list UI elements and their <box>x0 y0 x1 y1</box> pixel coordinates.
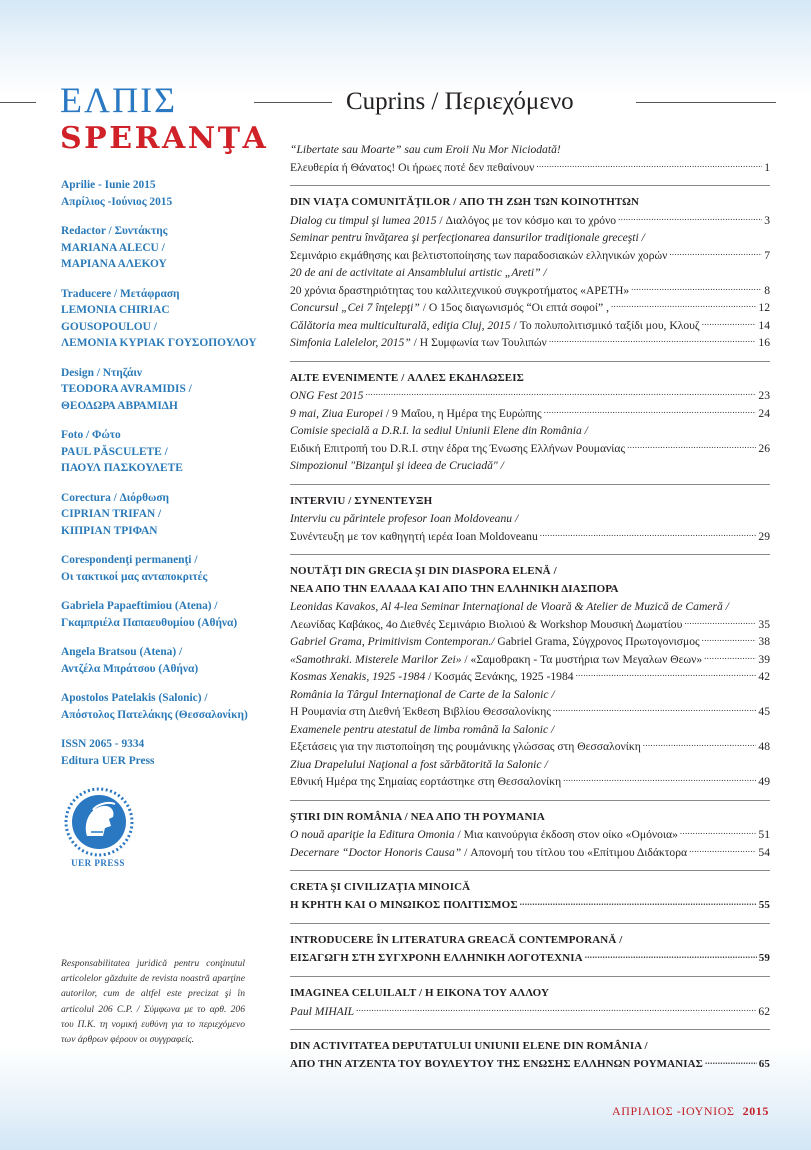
entry-title-ro: Gabriel Grama, Primitivism Contemporan./ <box>290 635 495 648</box>
entry-title-ro: Simfonia Lalelelor, 2015” <box>290 336 411 349</box>
dot-leader <box>356 1003 756 1021</box>
credit-role: ISSN 2065 - 9334 <box>61 738 145 750</box>
page-number: 38 <box>758 635 770 648</box>
toc-section <box>290 879 770 914</box>
credit-name: LEMONIA CHIRIAC GOUSOPOULOU / <box>61 304 170 333</box>
credit-name: TEODORA AVRAMIDIS / <box>61 383 192 395</box>
toc-section <box>290 493 770 546</box>
masthead-title-romanian: SPERANŢA <box>60 121 269 156</box>
entry-title-gr: Συνέντευξη με τον καθηγητή ιερέα Ioan Moldoveanu <box>290 529 538 543</box>
toc-section <box>290 563 770 791</box>
credit-role: Foto / Φώτο <box>61 429 121 441</box>
toc-section <box>290 141 770 176</box>
section-divider <box>290 870 770 871</box>
page-number: 42 <box>758 670 770 683</box>
credit-name: Editura UER Press <box>61 754 155 767</box>
credit-name: CIPRIAN TRIFAN / <box>61 508 162 520</box>
entry-title-gr: / Η Συμφωνία των Τουλιπών <box>410 336 547 349</box>
section-heading: ΑΠΟ ΤΗΝ ΑΤΖΕΝΤΑ ΤΟΥ ΒΟΥΛΕΥΤΟΥ ΤΗΣ ΕΝΩΣΗΣ ΕΛΛΗΝΩΝ ΡΟΥΜΑΝΙΑΣ <box>290 1057 703 1070</box>
entry-title-gr: Ελευθερία ή Θάνατος! Οι ήρωες ποτέ δεν πεθαίνουν <box>290 160 535 174</box>
page-number: 24 <box>758 406 770 420</box>
toc-entry <box>290 387 770 405</box>
credit-name: ΘΕΟΔΩΡΑ ΑΒΡΑΜΙΔΗ <box>61 399 178 412</box>
page-number: 8 <box>764 283 770 297</box>
section-divider <box>290 554 770 555</box>
entry-title-gr: Εθνική Ημέρα της Σημαίας εορτάστηκε στη Θεσσαλονίκη <box>290 775 562 788</box>
dot-leader <box>631 282 762 300</box>
issue-date-gr: Απρίλιος -Ιούνιος 2015 <box>61 195 173 208</box>
entry-title-ro: Dialog cu timpul şi lumea 2015 <box>290 213 437 227</box>
section-heading: NOUTĂŢI DIN GRECIA ŞI DIN DIASPORA ELENĂ / <box>290 565 557 577</box>
credit-role: Corectura / Διόρθωση <box>61 491 170 504</box>
credit-name: Γκαμπριέλα Παπαευθυμίου (Αθήνα) <box>61 616 238 629</box>
entry-title-ro: România la Târgul Internaţional de Carte de la Salonic / <box>290 687 555 701</box>
dot-leader <box>611 299 756 317</box>
toc-entry <box>290 405 770 423</box>
credit-role: Redactor / Συντάκτης <box>61 225 168 237</box>
page-number: 35 <box>758 617 770 631</box>
credit-name: Αντζέλα Μπράτσου (Αθήνα) <box>61 662 199 675</box>
credit-block <box>61 690 259 723</box>
page-number: 51 <box>758 828 770 841</box>
section-heading: CRETA ŞI CIVILIZAŢIA MINOICĂ <box>290 881 471 893</box>
toc-entry <box>290 686 770 704</box>
toc-section <box>290 1038 770 1073</box>
credit-block <box>61 490 259 540</box>
entry-title-gr: Σεμινάριο εκμάθησης και βελτιστοποίησης των παραδοσιακών ελληνικών χορών <box>290 248 668 262</box>
toc-entry <box>290 264 770 282</box>
section-heading: ΕΙΣΑΓΩΓΗ ΣΤΗ ΣΥΓΧΡΟΝΗ ΕΛΛΗΝΙΚΗ ΛΟΓΟΤΕΧΝΙΑ <box>290 951 583 964</box>
entry-title-gr: / Μια καινούργια έκδοση στον οίκο «Ομόνοια» <box>454 828 678 841</box>
dot-leader <box>702 317 757 335</box>
toc-section <box>290 985 770 1020</box>
toc-entry <box>290 422 770 440</box>
entry-title-gr: Ειδική Επιτροπή του D.R.I. στην έδρα της Ένωσης Ελλήνων Ρουμανίας <box>290 441 626 455</box>
entry-title-gr: / Διαλόγος με τον κόσμο και το χρόνο <box>436 213 617 227</box>
dot-leader <box>544 405 757 423</box>
credit-blocks <box>61 223 259 769</box>
dot-leader <box>684 616 756 634</box>
footer-label: ΑΠΡΙΛΙΟΣ -ΙΟΥΝΙΟΣ <box>612 1104 735 1118</box>
page-number: 14 <box>758 318 770 332</box>
entry-title-ro: Simpozionul "Bizanţul şi ideea de Cruciadă" / <box>290 459 504 472</box>
credit-block <box>61 365 259 415</box>
credit-name: ΜΑΡΙΑΝΑ ΑΛΕΚΟΥ <box>61 258 167 270</box>
section-heading: IMAGINEA CELUILALT / Η ΕΙΚΟΝΑ ΤΟΥ ΑΛΛΟΥ <box>290 987 550 999</box>
page-number: 23 <box>758 389 770 402</box>
dot-leader <box>643 738 757 756</box>
entry-title-ro: Examenele pentru atestatul de limba română la Salonic / <box>290 722 555 736</box>
issue-date-ro: Aprilie - Iunie 2015 <box>61 179 156 191</box>
page-title: Cuprins / Περιεχόμενο <box>346 88 574 115</box>
entry-title-ro: Comisie specială a D.R.I. la sediul Uniunii Elene din România / <box>290 424 588 437</box>
entry-title-gr: / 9 Μαΐου, η Ημέρα της Ευρώπης <box>382 406 542 420</box>
section-divider <box>290 185 770 186</box>
toc-entry <box>290 141 770 159</box>
page-number: 45 <box>758 705 770 718</box>
toc-entry <box>290 703 770 721</box>
entry-title-ro: “Libertate sau Moarte” sau cum Eroii Nu Mor Niciodată! <box>290 143 561 156</box>
entry-title-gr: / Το πολυπολιτισμικό ταξίδι μου, Κλουζ <box>510 318 700 332</box>
entry-title-ro: Kosmas Xenakis, 1925 -1984 <box>290 670 426 683</box>
dot-leader <box>563 773 756 791</box>
entry-title-ro: O nouă apariţie la Editura Omonia <box>290 828 455 841</box>
toc-entry <box>290 738 770 756</box>
toc-entry <box>290 721 770 739</box>
page-number: 55 <box>758 898 770 911</box>
entry-title-gr: / Απονομή του τίτλου του «Επίτιμου Διδάκτορα <box>461 845 688 859</box>
page-number: 54 <box>758 845 770 859</box>
toc-entry <box>290 299 770 317</box>
section-heading-entry <box>290 1056 770 1074</box>
credit-role: Apostolos Patelakis (Salonic) / <box>61 692 208 704</box>
dot-leader <box>704 651 756 669</box>
credit-role: Design / Ντηζάιν <box>61 366 143 379</box>
dot-leader <box>669 247 762 265</box>
entry-title-ro: Concursul „Cei 7 înţelepţi” <box>290 301 420 314</box>
toc-entry <box>290 440 770 458</box>
section-heading: INTRODUCERE ÎN LITERATURA GREACĂ CONTEMPORANĂ / <box>290 934 623 946</box>
page-number: 48 <box>758 740 770 753</box>
entry-title-ro: Paul MIHAIL <box>290 1004 355 1018</box>
footer-year: 2015 <box>742 1104 769 1118</box>
section-heading: ŞTIRI DIN ROMÂNIA / ΝΕΑ ΑΠΟ ΤΗ ΡΟΥΜΑΝΙΑ <box>290 810 545 823</box>
entry-title-gr: / Κοσμάς Ξενάκης, 1925 -1984 <box>425 670 574 683</box>
section-heading: ΝΕΑ ΑΠΟ ΤΗΝ ΕΛΛΑΔΑ ΚΑΙ ΑΠΟ ΤΗΝ ΕΛΛΗΝΙΚΗ ΔΙΑΣΠΟΡΑ <box>290 582 619 595</box>
uer-press-label: UER PRESS <box>71 858 125 868</box>
page-number: 29 <box>758 529 770 543</box>
dot-leader <box>705 1056 757 1074</box>
toc-entry <box>290 282 770 300</box>
dot-leader <box>553 703 757 721</box>
toc-entry <box>290 317 770 335</box>
dot-leader <box>540 528 757 546</box>
entry-title-ro: ONG Fest 2015 <box>290 389 364 402</box>
toc-entry <box>290 616 770 634</box>
toc-entry <box>290 633 770 651</box>
credit-role: Gabriela Papaeftimiou (Atena) / <box>61 600 218 612</box>
section-heading: Η ΚΡΗΤΗ ΚΑΙ Ο ΜΙΝΩΙΚΟΣ ΠΟΛΙΤΙΣΜΟΣ <box>290 898 518 911</box>
toc-entry <box>290 457 770 475</box>
page-number: 39 <box>758 652 770 666</box>
entry-title-gr: / «Σαμοθρακη - Τα μυστήρια των Μεγαλων Θεων» <box>461 652 703 666</box>
toc-entry <box>290 510 770 528</box>
credit-name: ΠΑΟΥΛ ΠΑΣΚΟΥΛΕΤΕ <box>61 462 183 474</box>
entry-title-ro: 9 mai, Ziua Europei <box>290 406 383 420</box>
legal-disclaimer: Responsabilitatea juridică pentru conţinutul articolelor găzduite de revista noastră aparţine autorilor, cum de altfel este precizat şi în articolul 206 C.P. / Σύμφωνα με το αρθ. 206 του Π.Κ. τη νομική ευθύνη για το περιεχόμενο των άρθρων φέρουν οι συγγραφείς. <box>61 958 245 1046</box>
credit-name: Απόστολος Πατελάκης (Θεσσαλονίκη) <box>61 708 248 721</box>
dot-leader <box>549 334 757 352</box>
toc-entry <box>290 212 770 230</box>
entry-title-ro: Interviu cu părintele profesor Ioan Moldoveanu / <box>290 512 519 525</box>
dot-leader <box>520 897 757 915</box>
page-number: 3 <box>764 213 770 227</box>
credit-block <box>61 223 259 273</box>
toc-entry <box>290 159 770 177</box>
section-heading-entry <box>290 950 770 968</box>
credit-role: Corespondenţi permanenţi / <box>61 554 198 566</box>
dot-leader <box>365 387 756 405</box>
entry-title-ro: Ziua Drapelului Naţional a fost sărbătorită la Salonic / <box>290 757 548 771</box>
section-divider <box>290 923 770 924</box>
entry-title-gr: 20 χρόνια δραστηριότητας του καλλιτεχνικού συγκροτήματος «ΑΡΕΤΗ» <box>290 283 630 297</box>
heading-rule-left <box>254 102 332 103</box>
credit-name: MARIANA ALECU / <box>61 241 165 254</box>
section-divider <box>290 484 770 485</box>
toc-entry <box>290 844 770 862</box>
footer-issue <box>612 1104 769 1119</box>
dot-leader <box>627 440 756 458</box>
uer-press-logo <box>63 786 135 862</box>
dot-leader <box>680 826 757 844</box>
credit-name: ΚΙΠΡΙΑΝ ΤΡΙΦΑΝ <box>61 524 158 537</box>
entry-title-gr: Εξετάσεις για την πιστοποίηση της ρουμάνικης γλώσσας στη Θεσσαλονίκη <box>290 740 641 753</box>
credit-block <box>61 427 259 477</box>
credit-block <box>61 736 259 769</box>
left-rule <box>0 102 36 103</box>
section-heading: INTERVIU / ΣΥΝΕΝΤΕΥΞΗ <box>290 494 433 507</box>
section-divider <box>290 361 770 362</box>
credit-block <box>61 598 259 631</box>
toc-entry <box>290 1003 770 1021</box>
heading-rule-right <box>636 102 776 103</box>
entry-title-ro: Leonidas Kavakos, Al 4-lea Seminar Internaţional de Vioară & Atelier de Muzică de Cameră / <box>290 600 729 613</box>
entry-title-gr: Gabriel Grama, Σύγχρονος Πρωτογονισμος <box>494 635 700 648</box>
section-divider <box>290 800 770 801</box>
page-number: 7 <box>764 248 770 262</box>
section-heading: DIN ACTIVITATEA DEPUTATULUI UNIUNII ELENE DIN ROMÂNIA / <box>290 1040 648 1052</box>
toc-entry <box>290 651 770 669</box>
toc-entry <box>290 528 770 546</box>
toc-entry <box>290 826 770 844</box>
toc-entry <box>290 229 770 247</box>
credit-role: Angela Bratsou (Atena) / <box>61 646 183 658</box>
toc-section <box>290 194 770 352</box>
section-heading: ALTE EVENIMENTE / ΑΛΛΕΣ ΕΚΔΗΛΩΣΕΙΣ <box>290 371 524 384</box>
toc-section <box>290 370 770 475</box>
dot-leader <box>536 159 762 177</box>
dot-leader <box>702 633 757 651</box>
section-heading: DIN VIAŢA COMUNITĂŢILOR / ΑΠΟ ΤΗ ΖΩΗ ΤΩΝ ΚΟΙΝΟΤΗΤΩΝ <box>290 196 640 208</box>
dot-leader <box>576 668 757 686</box>
section-divider <box>290 1029 770 1030</box>
table-of-contents <box>290 141 770 1082</box>
sidebar-credits <box>61 177 259 769</box>
page-number: 62 <box>758 1004 770 1018</box>
toc-entry <box>290 773 770 791</box>
section-divider <box>290 976 770 977</box>
credit-role: Traducere / Μετάφραση <box>61 287 180 300</box>
toc-entry <box>290 668 770 686</box>
entry-title-gr: / Ο 15ος διαγωνισμός “Οι επτά σοφοί” , <box>419 301 609 314</box>
dot-leader <box>585 950 757 968</box>
page-number: 59 <box>758 951 770 964</box>
credit-name: PAUL PĂSCULETE / <box>61 445 168 458</box>
page-number: 16 <box>758 336 770 349</box>
dot-leader <box>689 844 756 862</box>
toc-entry <box>290 756 770 774</box>
entry-title-ro: «Samothraki. Misterele Marilor Zei» <box>290 652 462 666</box>
page-number: 26 <box>758 441 770 455</box>
page-number: 1 <box>764 160 770 174</box>
toc-section <box>290 932 770 967</box>
entry-title-ro: Decernare “Doctor Honoris Causa” <box>290 845 462 859</box>
credit-name: Οι τακτικοί μας ανταποκριτές <box>61 570 208 583</box>
credit-name: ΛΕΜΟΝΙΑ ΚΥΡΙΑΚ ΓΟΥΣΟΠΟΥΛΟΥ <box>61 337 257 349</box>
dot-leader <box>618 212 762 230</box>
credit-block <box>61 286 259 352</box>
entry-title-gr: Η Ρουμανία στη Διεθνή Έκθεση Βιβλίου Θεσσαλονίκης <box>290 705 551 718</box>
entry-title-ro: Seminar pentru învăţarea şi perfecţionarea dansurilor tradiţionale greceşti / <box>290 231 645 244</box>
entry-title-ro: Călătoria mea multiculturală, ediţia Cluj, 2015 <box>290 318 511 332</box>
credit-block <box>61 644 259 677</box>
toc-entry <box>290 247 770 265</box>
section-heading-entry <box>290 897 770 915</box>
toc-section <box>290 809 770 862</box>
credit-block <box>61 552 259 585</box>
page-number: 49 <box>758 775 770 788</box>
entry-title-gr: Λεωνίδας Καβάκος, 4ο Διεθνές Σεμινάριο Βιολιού & Workshop Μουσική Δωματίου <box>290 617 683 631</box>
toc-entry <box>290 334 770 352</box>
toc-entry <box>290 598 770 616</box>
page-number: 12 <box>758 301 770 314</box>
entry-title-ro: 20 de ani de activitate ai Ansamblului artistic „Areti” / <box>290 266 547 279</box>
page-number: 65 <box>758 1057 770 1070</box>
masthead-title-greek: ΕΛΠΙΣ <box>60 80 178 120</box>
